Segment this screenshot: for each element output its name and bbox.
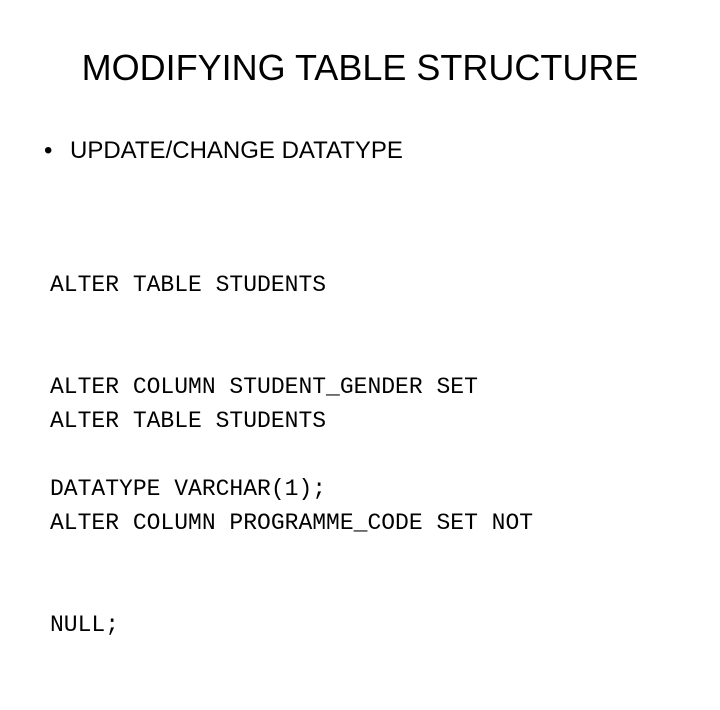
sql-statement-set-not-null [50,336,533,710]
code-line: ALTER COLUMN PROGRAMME_CODE SET NOT [50,510,534,536]
code-line: DATATYPE VARCHAR(1); [50,476,327,502]
code-line: ALTER TABLE STUDENTS [50,408,327,434]
bullet-item [44,133,403,169]
slide-title: MODIFYING TABLE STRUCTURE [81,47,639,88]
code-line: ALTER TABLE STUDENTS [50,272,327,298]
bullet-dot-icon: • [44,137,53,164]
code-line: ALTER COLUMN STUDENT_GENDER SET [50,374,478,400]
code-line: NULL; [50,612,120,638]
bullet-text: UPDATE/CHANGE DATATYPE [70,137,403,164]
